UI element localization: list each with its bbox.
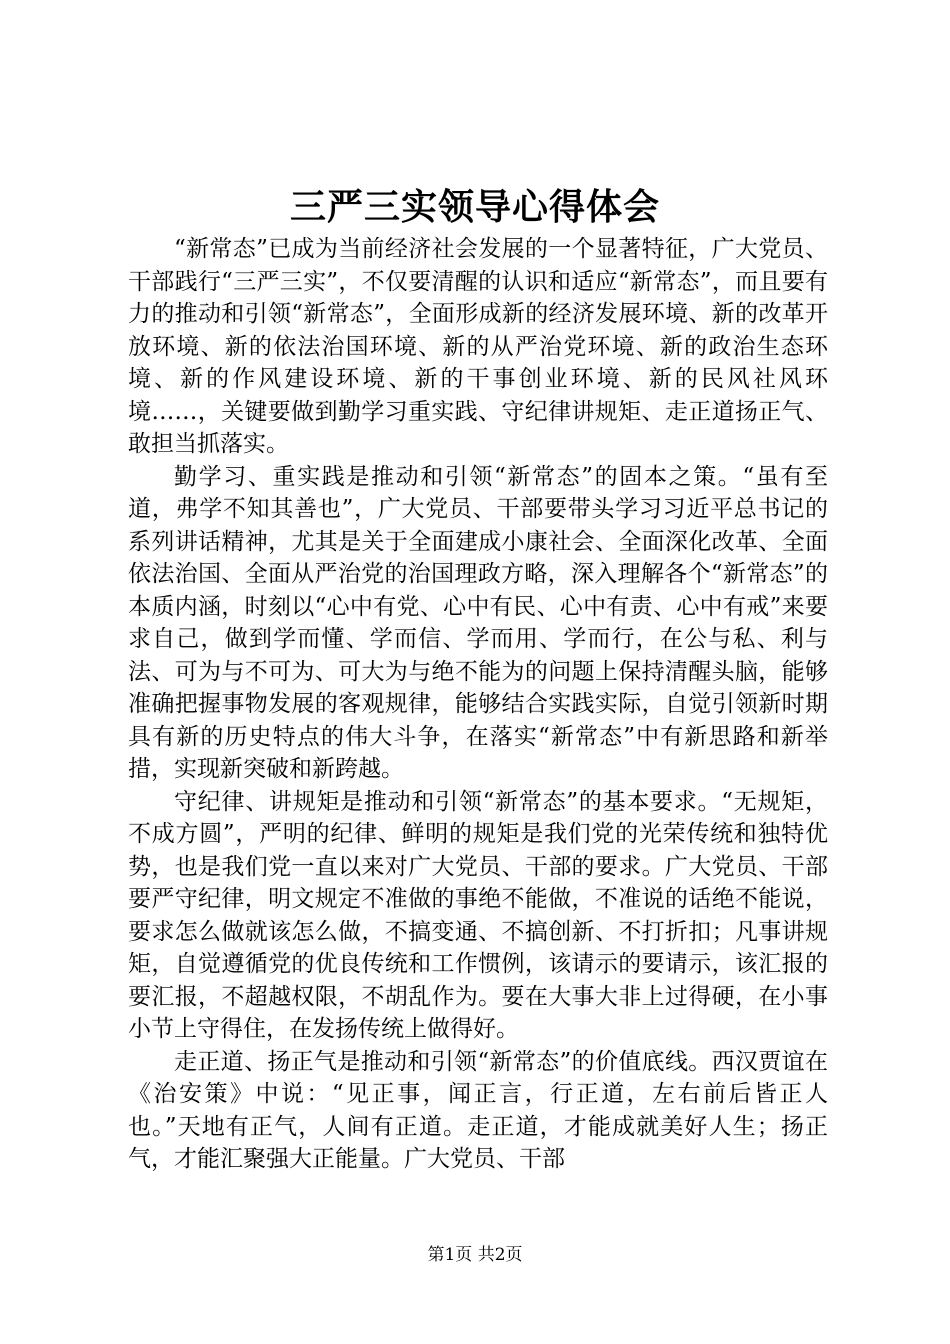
paragraph-discipline-rules: 守纪律、讲规矩是推动和引领“新常态”的基本要求。“无规矩，不成方圆”，严明的纪律、鲜明的规矩是我们党的光荣传统和独特优势，也是我们党一直以来对广大党员、干部的要求。广大党员、干部要严守纪律，明文规定不准做的事绝不能做，不准说的话绝不能说，要求怎么做就该怎么做，不搞变通、不搞创新、不打折扣；凡事讲规矩，自觉遵循党的优良传统和工作惯例，该请示的要请示，该汇报的要汇报，不超越权限，不胡乱作为。要在大事大非上过得硬，在小事小节上守得住，在发扬传统上做得好。 — [128, 788, 828, 1042]
paragraph-study-practice: 勤学习、重实践是推动和引领“新常态”的固本之策。“虽有至道，弗学不知其善也”，广大党员、干部要带头学习习近平总书记的系列讲话精神，尤其是关于全面建成小康社会、全面深化改革、全面依法治国、全面从严治党的治国理政方略，深入理解各个“新常态”的本质内涵，时刻以“心中有党、心中有民、心中有责、心中有戒”来要求自己，做到学而懂、学而信、学而用、学而行，在公与私、利与法、可为与不可为、可大为与绝不能为的问题上保持清醒头脑，能够准确把握事物发展的客观规律，能够结合实践实际，自觉引领新时期具有新的历史特点的伟大斗争，在落实“新常态”中有新思路和新举措，实现新突破和新跨越。 — [128, 463, 828, 782]
document-title: 三严三实领导心得体会 — [289, 186, 660, 228]
paragraph-intro: “新常态”已成为当前经济社会发展的一个显著特征，广大党员、干部践行“三严三实”，不仅要清醒的认识和适应“新常态”，而且要有力的推动和引领“新常态”，全面形成新的经济发展环境、新的改革开放环境、新的依法治国环境、新的从严治党环境、新的政治生态环境、新的作风建设环境、新的干事创业环境、新的民风社风环境……，关键要做到勤学习重实践、守纪律讲规矩、走正道扬正气、敢担当抓落实。 — [128, 236, 828, 457]
page-footer: 第1页 共2页 — [427, 1245, 523, 1265]
paragraph-righteous-path: 走正道、扬正气是推动和引领“新常态”的价值底线。西汉贾谊在《治安策》中说：“见正事，闻正言，行正道，左右前后皆正人也。”天地有正气，人间有正道。走正道，才能成就美好人生；扬正气，才能汇聚强大正能量。广大党员、干部 — [128, 1048, 828, 1172]
document-body — [128, 233, 828, 1176]
